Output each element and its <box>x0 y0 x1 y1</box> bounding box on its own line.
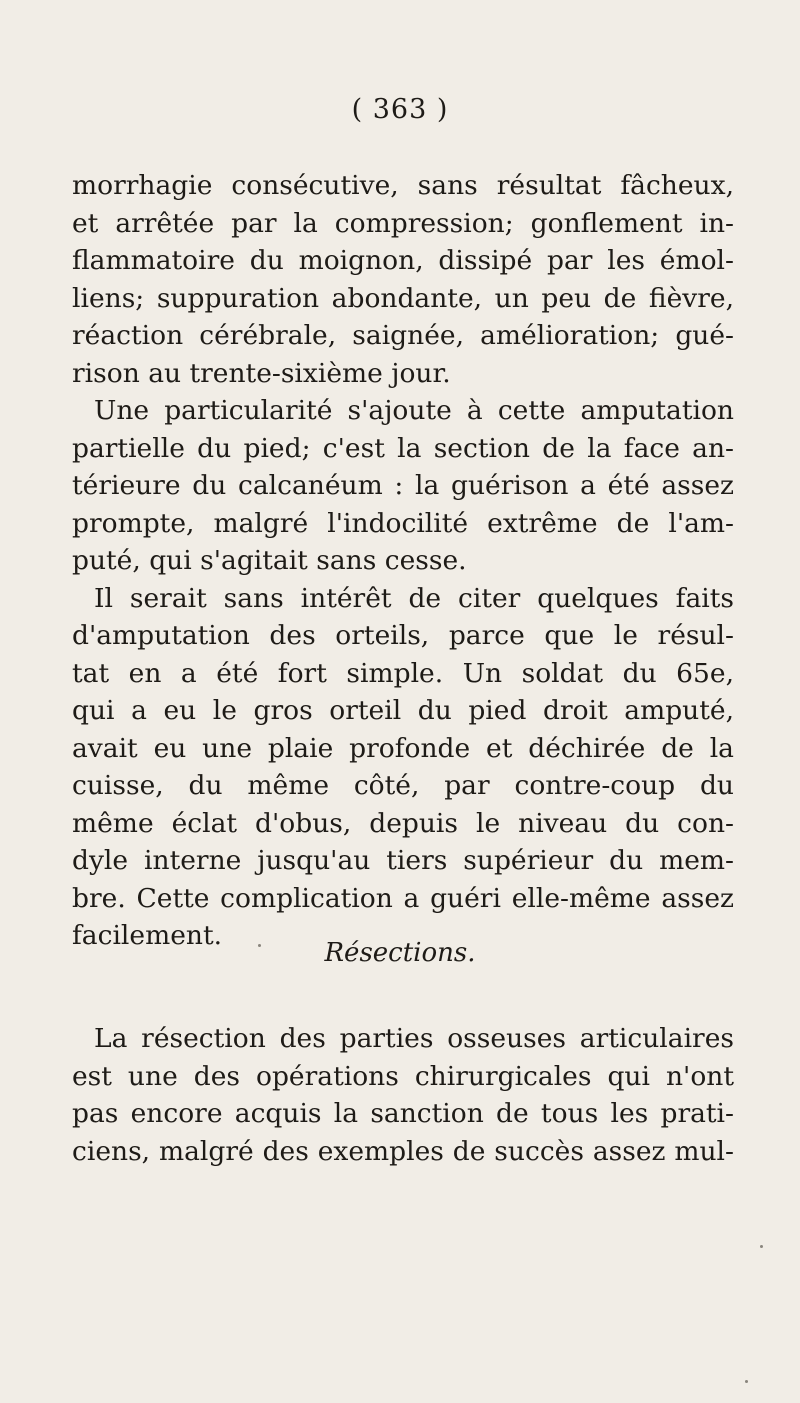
text-line: cuisse, du même côté, par contre-coup du <box>72 770 734 801</box>
text-line: est une des opérations chirurgicales qui n'ont <box>72 1060 734 1092</box>
text-line: Une particularité s'ajoute à cette amputation <box>94 395 734 426</box>
text-line: avait eu une plaie profonde et déchirée de la <box>72 732 734 764</box>
text-line: partielle du pied; c'est la section de la face an- <box>72 432 734 464</box>
paper-speck <box>760 1245 763 1248</box>
paper-speck <box>258 944 261 947</box>
text-line: La résection des parties osseuses articulaires <box>94 1023 734 1054</box>
text-line: réaction cérébrale, saignée, amélioration; gué- <box>72 320 734 351</box>
text-line: morrhagie consécutive, sans résultat fâcheux, <box>72 170 734 201</box>
text-line: tat en a été fort simple. Un soldat du 65e, <box>72 657 734 689</box>
paper-speck <box>745 1380 748 1383</box>
text-line: facilement. <box>72 920 223 951</box>
text-line: prompte, malgré l'indocilité extrême de l'am- <box>72 507 734 539</box>
body-text-bottom <box>72 1020 734 1170</box>
text-line: et arrêtée par la compression; gonflement in- <box>72 207 734 239</box>
text-line: bre. Cette complication a guéri elle-même assez <box>72 882 734 914</box>
body-text-top <box>72 167 734 955</box>
text-line: dyle interne jusqu'au tiers supérieur du mem- <box>72 845 734 876</box>
text-line: ciens, malgré des exemples de succès assez mul- <box>72 1135 734 1167</box>
text-line: pas encore acquis la sanction de tous les prati- <box>72 1098 734 1129</box>
page-number-header: ( 363 ) <box>351 94 449 125</box>
text-line: liens; suppuration abondante, un peu de fièvre, <box>72 282 734 314</box>
text-line: Il serait sans intérêt de citer quelques faits <box>94 582 734 614</box>
text-line: même éclat d'obus, depuis le niveau du con- <box>72 807 734 839</box>
text-line: puté, qui s'agitait sans cesse. <box>72 545 467 576</box>
text-line: d'amputation des orteils, parce que le résul- <box>72 620 734 651</box>
text-line: rison au trente-sixième jour. <box>72 357 451 389</box>
text-line: qui a eu le gros orteil du pied droit amputé, <box>72 695 734 726</box>
section-title: Résections. <box>324 938 476 968</box>
text-line: térieure du calcanéum : la guérison a été assez <box>72 470 734 501</box>
text-line: flammatoire du moignon, dissipé par les émol- <box>72 245 734 276</box>
